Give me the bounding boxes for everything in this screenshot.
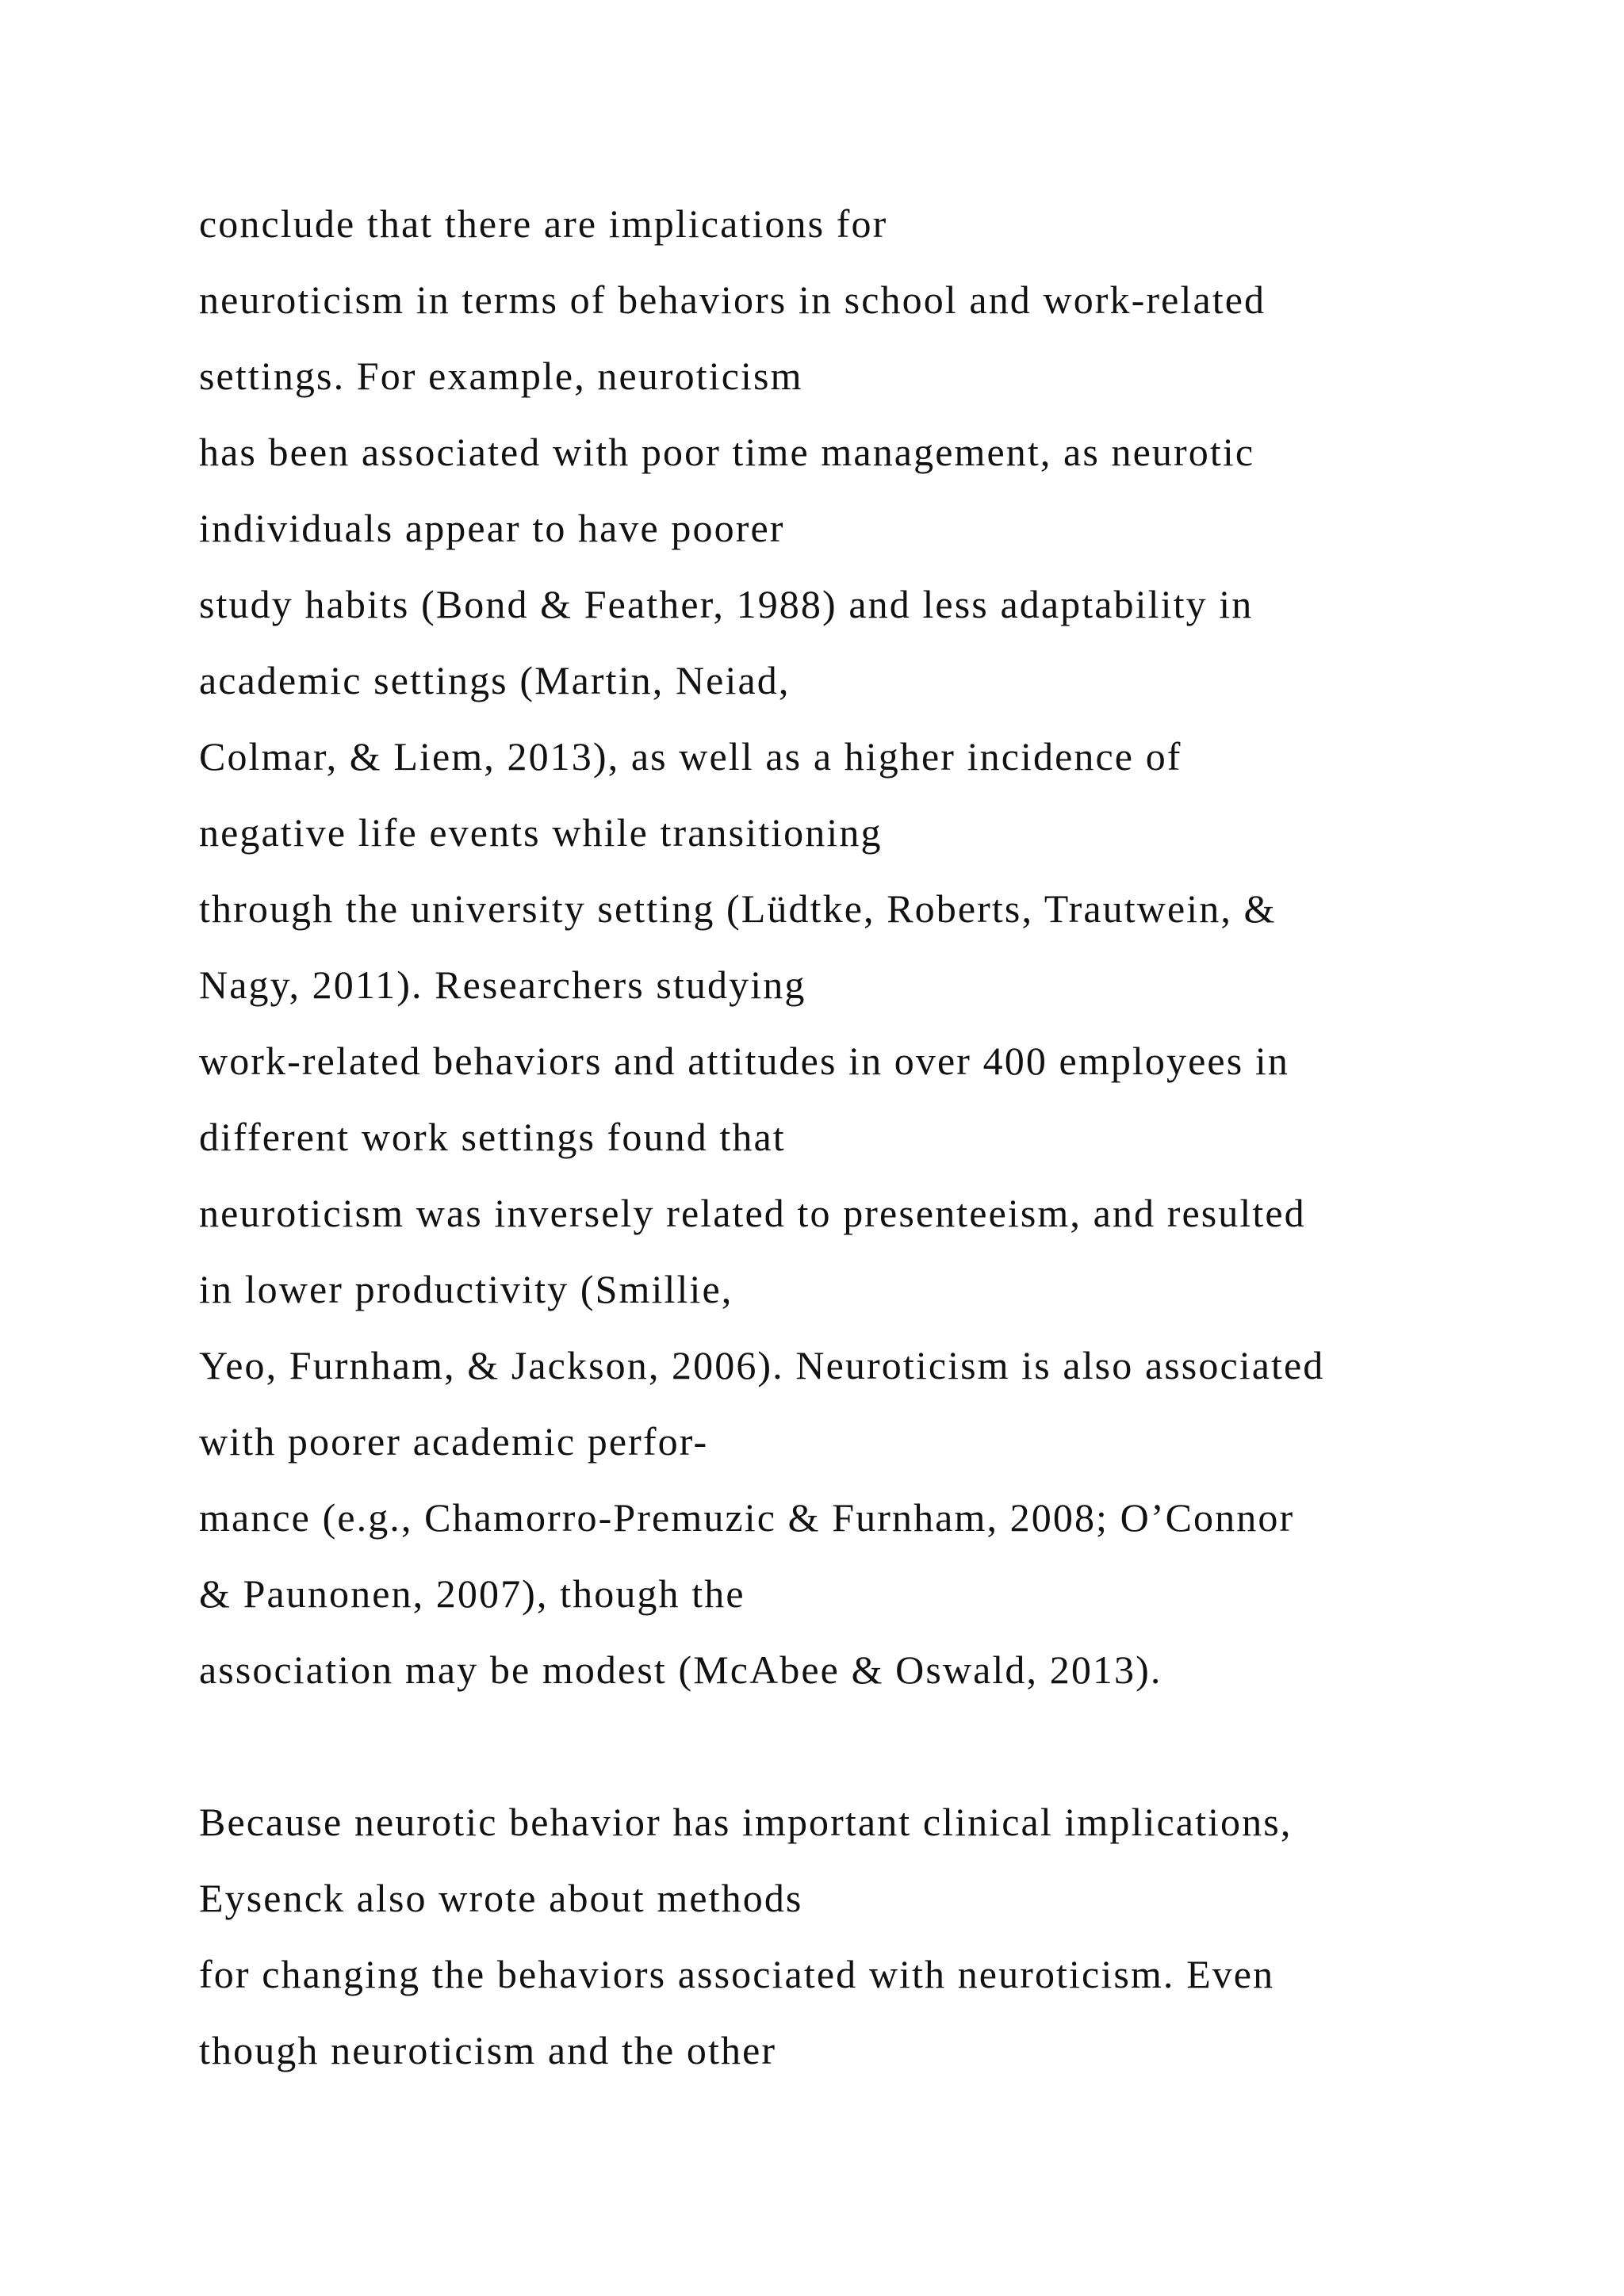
text-line: neuroticism was inversely related to presenteeism, and resulted (199, 1191, 1306, 1235)
text-line: neuroticism in terms of behaviors in school and work-related (199, 277, 1266, 322)
text-line: conclude that there are implications for (199, 201, 888, 246)
text-line: settings. For example, neuroticism (199, 354, 803, 398)
text-line: through the university setting (Lüdtke, Roberts, Trautwein, & (199, 886, 1277, 931)
text-line: Nagy, 2011). Researchers studying (199, 962, 806, 1007)
text-line: Yeo, Furnham, & Jackson, 2006). Neuroticism is also associated (199, 1343, 1325, 1387)
text-line: individuals appear to have poorer (199, 506, 785, 550)
text-line: academic settings (Martin, Neiad, (199, 658, 791, 702)
text-line: though neuroticism and the other (199, 2028, 777, 2072)
text-line: Eysenck also wrote about methods (199, 1876, 803, 1920)
text-line: negative life events while transitioning (199, 810, 883, 855)
text-line: work-related behaviors and attitudes in over 400 employees in (199, 1039, 1289, 1083)
text-line: mance (e.g., Chamorro-Premuzic & Furnham, 2008; O’Connor (199, 1495, 1295, 1540)
text-line: Because neurotic behavior has important clinical implications, (199, 1800, 1293, 1844)
text-line: with poorer academic perfor- (199, 1419, 709, 1464)
text-line: Colmar, & Liem, 2013), as well as a higher incidence of (199, 734, 1182, 779)
text-line: for changing the behaviors associated with neuroticism. Even (199, 1952, 1275, 1996)
text-line: different work settings found that (199, 1115, 786, 1159)
text-line: & Paunonen, 2007), though the (199, 1571, 745, 1616)
text-line: has been associated with poor time management, as neurotic (199, 430, 1255, 474)
text-line: association may be modest (McAbee & Oswald, 2013). (199, 1647, 1162, 1692)
text-line: in lower productivity (Smillie, (199, 1267, 733, 1311)
text-line: study habits (Bond & Feather, 1988) and less adaptability in (199, 582, 1254, 626)
